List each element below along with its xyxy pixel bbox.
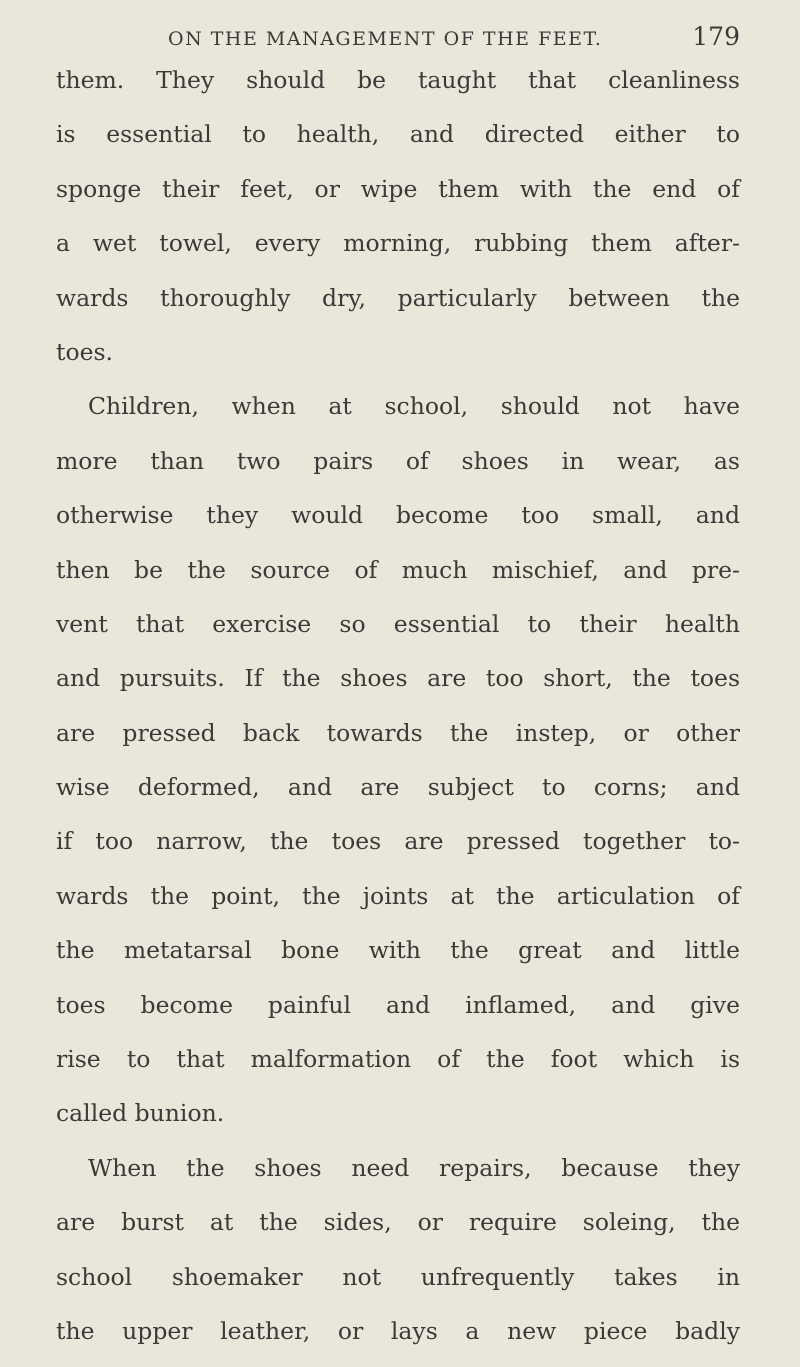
text-line: and pursuits. If the shoes are too short, the toes xyxy=(56,664,740,693)
text-line: vent that exercise so essential to their health xyxy=(56,609,740,638)
text-line: wards thoroughly dry, particularly between the xyxy=(56,283,740,312)
text-line: the metatarsal bone with the great and little xyxy=(56,936,740,965)
text-line: are burst at the sides, or require soleing, the xyxy=(56,1208,740,1237)
text-line: Children, when at school, should not have xyxy=(88,392,740,421)
text-line: toes. xyxy=(56,337,114,366)
page-header xyxy=(168,22,740,56)
text-line: toes become painful and inflamed, and give xyxy=(56,990,740,1019)
text-line: school shoemaker not unfrequently takes in xyxy=(56,1262,740,1291)
text-line: sponge their feet, or wipe them with the end of xyxy=(56,174,740,203)
text-line: more than two pairs of shoes in wear, as xyxy=(56,446,740,475)
text-line: a wet towel, every morning, rubbing them after- xyxy=(56,229,740,258)
text-line: rise to that malformation of the foot which is xyxy=(56,1045,740,1074)
text-line: wise deformed, and are subject to corns; and xyxy=(56,773,740,802)
text-line: them. They should be taught that cleanliness xyxy=(56,66,740,94)
text-line: is essential to health, and directed either to xyxy=(56,120,740,149)
text-line: then be the source of much mischief, and pre- xyxy=(56,555,740,584)
page-number: 179 xyxy=(692,22,740,51)
text-line: wards the point, the joints at the articulation of xyxy=(56,881,740,910)
text-line: called bunion. xyxy=(56,1099,225,1128)
text-line: are pressed back towards the instep, or other xyxy=(56,718,740,747)
body-text xyxy=(56,62,740,1367)
running-head: ON THE MANAGEMENT OF THE FEET. xyxy=(168,28,603,50)
text-line: otherwise they would become too small, and xyxy=(56,501,740,530)
text-line: When the shoes need repairs, because they xyxy=(88,1153,740,1182)
text-line: if too narrow, the toes are pressed together to- xyxy=(56,827,740,856)
text-line: the upper leather, or lays a new piece badly xyxy=(56,1316,740,1345)
